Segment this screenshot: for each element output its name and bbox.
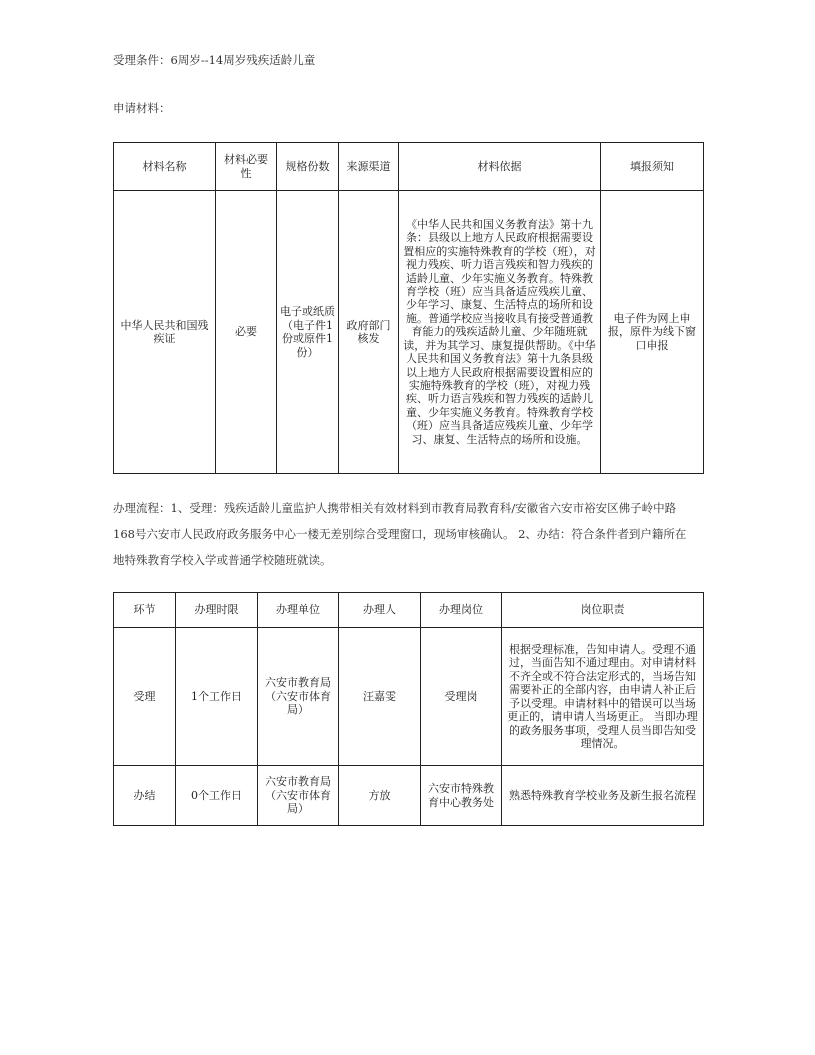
column-header: 办理人 [339, 593, 421, 628]
column-header: 办理岗位 [421, 593, 502, 628]
column-header: 办理时限 [176, 593, 258, 628]
table-row [114, 766, 704, 826]
column-header: 岗位职责 [502, 593, 704, 628]
material-note-cell: 电子件为网上申报，原件为线下窗口申报 [601, 191, 704, 474]
materials-label: 申请材料： [113, 101, 171, 115]
time-limit-cell: 0个工作日 [176, 766, 258, 826]
column-header: 环节 [114, 593, 176, 628]
post-cell: 六安市特殊教育中心教务处 [421, 766, 502, 826]
column-header: 来源渠道 [339, 143, 399, 191]
process-table [113, 592, 704, 826]
step-cell: 受理 [114, 628, 176, 766]
table-row [114, 191, 704, 474]
time-limit-cell: 1个工作日 [176, 628, 258, 766]
column-header: 材料名称 [114, 143, 216, 191]
table-row [114, 628, 704, 766]
material-source-cell: 政府部门核发 [339, 191, 399, 474]
acceptance-condition: 受理条件：6周岁--14周岁残疾适龄儿童 [113, 53, 316, 67]
material-spec-cell: 电子或纸质（电子件1份或原件1份） [277, 191, 339, 474]
unit-cell: 六安市教育局（六安市体育局） [258, 766, 339, 826]
material-necessity-cell: 必要 [216, 191, 277, 474]
handler-cell: 汪嘉雯 [339, 628, 421, 766]
duty-cell: 熟悉特殊教育学校业务及新生报名流程 [502, 766, 704, 826]
materials-table [113, 142, 704, 474]
table-header-row [114, 143, 704, 191]
column-header: 办理单位 [258, 593, 339, 628]
column-header: 材料依据 [399, 143, 601, 191]
step-cell: 办结 [114, 766, 176, 826]
column-header: 规格份数 [277, 143, 339, 191]
unit-cell: 六安市教育局（六安市体育局） [258, 628, 339, 766]
process-description: 办理流程：1、受理：残疾适龄儿童监护人携带相关有效材料到市教育局教育科/安徽省六安市裕安区佛子岭中路168号六安市人民政府政务服务中心一楼无差别综合受理窗口，现场审核确认。 2、办结：符合条件者到户籍所在地特殊教育学校入学或普通学校随班就读。 [113, 501, 687, 567]
table-header-row [114, 593, 704, 628]
post-cell: 受理岗 [421, 628, 502, 766]
material-name-cell: 中华人民共和国残疾证 [114, 191, 216, 474]
duty-cell: 根据受理标准，告知申请人。受理不通过，当面告知不通过理由。对申请材料不齐全或不符合法定形式的，当场告知需要补正的全部内容，由申请人补正后予以受理。申请材料中的错误可以当场更正的，请申请人当场更正。 当即办理的政务服务事项，受理人员当即告知受理情况。 [502, 628, 704, 766]
handler-cell: 方放 [339, 766, 421, 826]
material-basis-cell: 《中华人民共和国义务教育法》第十九条：县级以上地方人民政府根据需要设置相应的实施特殊教育的学校（班），对视力残疾、听力语言残疾和智力残疾的适龄儿童、少年实施义务教育。特殊教育学校（班）应当具备适应残疾儿童、少年学习、康复、生活特点的场所和设施。普通学校应当接收具有接受普通教育能力的残疾适龄儿童、少年随班就读，并为其学习、康复提供帮助。《中华人民共和国义务教育法》第十九条县级以上地方人民政府根据需要设置相应的实施特殊教育的学校（班），对视力残疾、听力语言残疾和智力残疾的适龄儿童、少年实施义务教育。特殊教育学校（班）应当具备适应残疾儿童、少年学习、康复、生活特点的场所和设施。 [399, 191, 601, 474]
column-header: 材料必要性 [216, 143, 277, 191]
column-header: 填报须知 [601, 143, 704, 191]
